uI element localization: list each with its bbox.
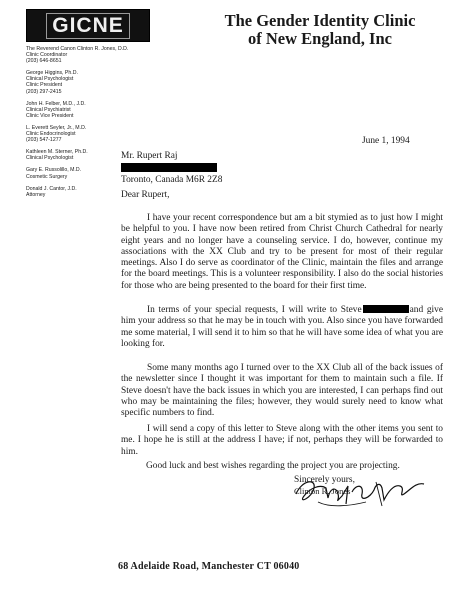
staff-role: Clinic Endocrinologist [26, 131, 76, 138]
clinic-name [190, 12, 450, 48]
staff-name: Donald J. Cantor, J.D. [26, 185, 77, 192]
redaction-bar [121, 163, 217, 172]
paragraph-text: I have your recent correspondence but am a bit stymied as to just how I might be helpful to you. I have now been retired from Christ Church Cathedral for nearly eight years and no longer have a counseling service. I do, however, continue my associations with the XX Club and try to be present for most of their regular meetings. Also I do serve as coordinator of the Clinic, maintain the files and arrange for the board meetings. This is a volunteer responsibility. I also do the social histories for those who are being presented to the board for their first time. [121, 213, 443, 291]
recipient-name: Mr. Rupert Raj [121, 151, 178, 161]
redaction-bar [363, 305, 409, 313]
staff-role-secondary: Clinic President [26, 82, 63, 89]
staff-phone: (203) 646-8651 [26, 58, 62, 65]
paragraph-text: Some many months ago I turned over to the XX Club all of the back issues of the newsletter since I thought it was important for them to maintain such a file. If Steve doesn't have the back issues in which you are interested, I can perhaps find out who may be maintaining the files; however, they would surely need to know what specific numbers to find. [121, 363, 443, 419]
sign-off-text: Sincerely yours, [294, 475, 355, 485]
staff-entry [26, 70, 151, 94]
paragraph-4 [121, 424, 443, 458]
paragraph-3 [121, 363, 443, 419]
closing-line: Good luck and best wishes regarding the project you are projecting. [146, 461, 400, 471]
staff-name: John H. Felber, M.D., J.D. [26, 100, 86, 107]
staff-name: The Reverend Canon Clinton R. Jones, D.D. [26, 46, 129, 52]
staff-name: George Higgins, Ph.D. [26, 70, 78, 77]
letter-date: June 1, 1994 [362, 136, 410, 146]
paragraph-text: In terms of your special requests, I will write to Steve [147, 305, 362, 315]
staff-name: L. Everett Seyler, Jr., M.D. [26, 124, 87, 131]
handwritten-signature [290, 474, 430, 514]
paragraph-text: and give him your address so that he may be in touch with you. Also since you have forwarded me some material, I will send it to him so that he will have some idea of what you are looking for. [121, 305, 443, 349]
staff-name: Kathleen M. Sterner, Ph.D. [26, 149, 88, 156]
staff-role: Clinic Coordinator [26, 52, 68, 59]
staff-name: Gary E. Russolillo, M.D. [26, 167, 82, 174]
paragraph-text: I will send a copy of this letter to Steve along with the other items you sent to me. I hope he is still at the address I have; if not, perhaps they will be forwarded to him. [121, 424, 443, 457]
signer-name: Clinton R. Jones [294, 486, 351, 496]
staff-entry [26, 46, 151, 64]
footer-address: 68 Adelaide Road, Manchester CT 06040 [118, 561, 300, 572]
staff-role: Clinical Psychologist [26, 155, 74, 162]
salutation: Dear Rupert, [121, 190, 170, 200]
staff-role: Clinical Psychologist [26, 76, 74, 83]
staff-entry [26, 125, 151, 143]
clinic-name-line2: of New England, Inc [248, 29, 392, 48]
clinic-logo [26, 9, 150, 42]
staff-phone: (203) 547-1277 [26, 137, 62, 144]
staff-role: Clinical Psychiatrist [26, 106, 71, 113]
paragraph-2 [121, 305, 443, 350]
staff-entry [26, 101, 151, 119]
logo-text: GICNE [46, 13, 130, 39]
clinic-name-line1: The Gender Identity Clinic [224, 11, 416, 30]
paragraph-1 [121, 213, 443, 292]
staff-role: Attorney [26, 191, 46, 198]
staff-role-secondary: Clinic Vice President [26, 112, 74, 119]
recipient-city: Toronto, Canada M6R 2Z8 [121, 175, 223, 185]
staff-phone: (203) 297-2415 [26, 88, 62, 95]
staff-role: Cosmetic Surgery [26, 173, 68, 180]
